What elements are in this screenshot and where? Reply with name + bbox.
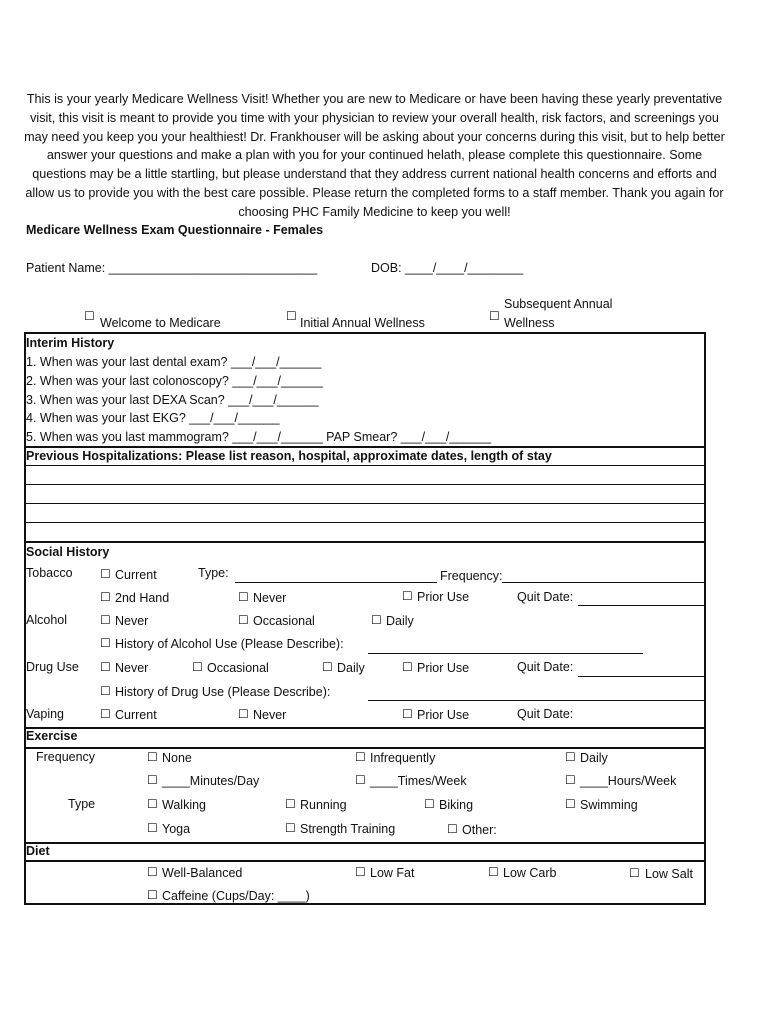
low-salt-label: Low Salt — [645, 867, 693, 881]
vaping-never-checkbox[interactable]: ☐ — [238, 707, 249, 721]
drug-daily-label: Daily — [337, 661, 365, 675]
subsequent-checkbox[interactable]: ☐ — [489, 309, 500, 323]
vaping-never-label: Never — [253, 708, 287, 722]
interim-header: Interim History — [26, 336, 115, 350]
hospitalizations-header: Previous Hospitalizations: Please list reason, hospital, approximate dates, length of stay — [26, 449, 552, 463]
yoga-checkbox[interactable]: ☐ — [147, 821, 158, 835]
swimming-checkbox[interactable]: ☐ — [565, 797, 576, 811]
colonoscopy-question[interactable]: 2. When was your last colonoscopy? ___/___/______ — [26, 374, 323, 388]
dexa-question[interactable]: 3. When was your last DEXA Scan? ___/___/______ — [26, 393, 319, 407]
low-carb-checkbox[interactable]: ☐ — [488, 865, 499, 879]
exercise-daily-checkbox[interactable]: ☐ — [565, 750, 576, 764]
drug-quit-date-label: Quit Date: — [517, 660, 574, 674]
low-fat-label: Low Fat — [370, 866, 415, 880]
exercise-type-label: Type — [68, 797, 96, 811]
minutes-day-label: ____Minutes/Day — [162, 774, 260, 788]
biking-label: Biking — [439, 798, 474, 812]
tobacco-never-checkbox[interactable]: ☐ — [238, 590, 249, 604]
low-carb-label: Low Carb — [503, 866, 557, 880]
vaping-label: Vaping — [26, 707, 64, 721]
well-balanced-label: Well-Balanced — [162, 866, 243, 880]
drug-history-label: History of Drug Use (Please Describe): — [115, 685, 331, 699]
drug-occasional-checkbox[interactable]: ☐ — [192, 660, 203, 674]
drug-prior-use-checkbox[interactable]: ☐ — [402, 660, 413, 674]
tobacco-frequency-input[interactable] — [502, 582, 706, 583]
divider — [26, 727, 704, 729]
well-balanced-checkbox[interactable]: ☐ — [147, 865, 158, 879]
hours-week-checkbox[interactable]: ☐ — [565, 773, 576, 787]
running-label: Running — [300, 798, 347, 812]
alcohol-daily-label: Daily — [386, 614, 414, 628]
vaping-prior-use-label: Prior Use — [417, 708, 470, 722]
drug-history-input[interactable] — [368, 700, 706, 701]
times-week-label: ____Times/Week — [370, 774, 467, 788]
yoga-label: Yoga — [162, 822, 191, 836]
caffeine-label: Caffeine (Cups/Day: ____) — [162, 889, 310, 903]
divider — [26, 747, 704, 749]
low-salt-checkbox[interactable]: ☐ — [629, 866, 640, 880]
social-history-header: Social History — [26, 545, 110, 559]
divider — [26, 842, 704, 844]
strength-training-label: Strength Training — [300, 822, 396, 836]
dob-field[interactable]: DOB: ____/____/________ — [371, 261, 524, 275]
caffeine-checkbox[interactable]: ☐ — [147, 888, 158, 902]
alcohol-never-label: Never — [115, 614, 149, 628]
exercise-frequency-label: Frequency — [36, 750, 96, 764]
tobacco-type-input[interactable] — [235, 582, 437, 583]
alcohol-daily-checkbox[interactable]: ☐ — [371, 613, 382, 627]
mammogram-question[interactable]: 5. When was you last mammogram? ___/___/______ PAP Smear? ___/___/______ — [26, 430, 492, 444]
tobacco-type-label: Type: — [198, 566, 229, 580]
tobacco-current-label: Current — [115, 568, 157, 582]
intro-paragraph: This is your yearly Medicare Wellness Visit! Whether you are new to Medicare or have been having these yearly preventative visit, this visit is meant to provide you time with your physician to review your overall health, risk factors, and screenings you may need you keep you your healthiest! Dr. Frankhouser will be asking about your concerns during this visit, but to help better answer your questions and make a plan with you for your continued helath, please complete this questionnaire. Some questions may be a little startling, but please understand that they address current national health concerns and efforts and allow us to provide you with the best care possible. Please return the completed forms to a staff member. Thank you again for choosing PHC Family Medicine to keep you well! — [24, 92, 725, 219]
ekg-question[interactable]: 4. When was your last EKG? ___/___/______ — [26, 411, 280, 425]
subsequent-label-2: Wellness — [504, 316, 555, 330]
walking-checkbox[interactable]: ☐ — [147, 797, 158, 811]
vaping-prior-use-checkbox[interactable]: ☐ — [402, 707, 413, 721]
alcohol-label: Alcohol — [26, 613, 67, 627]
strength-training-checkbox[interactable]: ☐ — [285, 821, 296, 835]
welcome-checkbox[interactable]: ☐ — [84, 309, 95, 323]
second-hand-label: 2nd Hand — [115, 591, 170, 605]
tobacco-current-checkbox[interactable]: ☐ — [100, 567, 111, 581]
alcohol-occasional-label: Occasional — [253, 614, 315, 628]
drug-never-label: Never — [115, 661, 149, 675]
drug-never-checkbox[interactable]: ☐ — [100, 660, 111, 674]
welcome-label: Welcome to Medicare — [100, 316, 221, 330]
initial-checkbox[interactable]: ☐ — [286, 309, 297, 323]
hospitalizations-area[interactable] — [26, 465, 706, 540]
form-title: Medicare Wellness Exam Questionnaire - Females — [26, 223, 324, 237]
vaping-quit-date-label: Quit Date: — [517, 707, 574, 721]
hours-week-label: ____Hours/Week — [580, 774, 677, 788]
exercise-header: Exercise — [26, 729, 78, 743]
divider — [26, 446, 704, 448]
tobacco-quit-date-label: Quit Date: — [517, 590, 574, 604]
alcohol-occasional-checkbox[interactable]: ☐ — [238, 613, 249, 627]
drug-quit-date-input[interactable] — [578, 676, 706, 677]
dental-exam-question[interactable]: 1. When was your last dental exam? ___/___/______ — [26, 355, 322, 369]
exercise-infrequently-label: Infrequently — [370, 751, 436, 765]
initial-label: Initial Annual Wellness — [300, 316, 425, 330]
drug-occasional-label: Occasional — [207, 661, 269, 675]
exercise-daily-label: Daily — [580, 751, 608, 765]
exercise-none-label: None — [162, 751, 192, 765]
divider — [26, 541, 704, 543]
alcohol-history-checkbox[interactable]: ☐ — [100, 636, 111, 650]
drug-prior-use-label: Prior Use — [417, 661, 470, 675]
tobacco-prior-use-label: Prior Use — [417, 590, 470, 604]
drug-use-label: Drug Use — [26, 660, 79, 674]
drug-daily-checkbox[interactable]: ☐ — [322, 660, 333, 674]
tobacco-prior-use-checkbox[interactable]: ☐ — [402, 589, 413, 603]
drug-history-checkbox[interactable]: ☐ — [100, 684, 111, 698]
exercise-infrequently-checkbox[interactable]: ☐ — [355, 750, 366, 764]
tobacco-frequency-label: Frequency: — [440, 569, 503, 583]
other-exercise-label: Other: — [462, 823, 497, 837]
minutes-day-checkbox[interactable]: ☐ — [147, 773, 158, 787]
other-exercise-checkbox[interactable]: ☐ — [447, 822, 458, 836]
tobacco-never-label: Never — [253, 591, 287, 605]
exercise-none-checkbox[interactable]: ☐ — [147, 750, 158, 764]
vaping-current-checkbox[interactable]: ☐ — [100, 707, 111, 721]
alcohol-history-input[interactable] — [368, 653, 643, 654]
running-checkbox[interactable]: ☐ — [285, 797, 296, 811]
tobacco-label: Tobacco — [26, 566, 73, 580]
vaping-current-label: Current — [115, 708, 157, 722]
alcohol-history-label: History of Alcohol Use (Please Describe): — [115, 637, 344, 651]
swimming-label: Swimming — [580, 798, 638, 812]
times-week-checkbox[interactable]: ☐ — [355, 773, 366, 787]
second-hand-checkbox[interactable]: ☐ — [100, 590, 111, 604]
patient-name-field[interactable]: Patient Name: ______________________________ — [26, 261, 318, 275]
diet-header: Diet — [26, 844, 50, 858]
biking-checkbox[interactable]: ☐ — [424, 797, 435, 811]
divider — [26, 860, 704, 862]
tobacco-quit-date-input[interactable] — [578, 605, 706, 606]
subsequent-label: Subsequent Annual — [504, 297, 613, 311]
alcohol-never-checkbox[interactable]: ☐ — [100, 613, 111, 627]
walking-label: Walking — [162, 798, 206, 812]
low-fat-checkbox[interactable]: ☐ — [355, 865, 366, 879]
